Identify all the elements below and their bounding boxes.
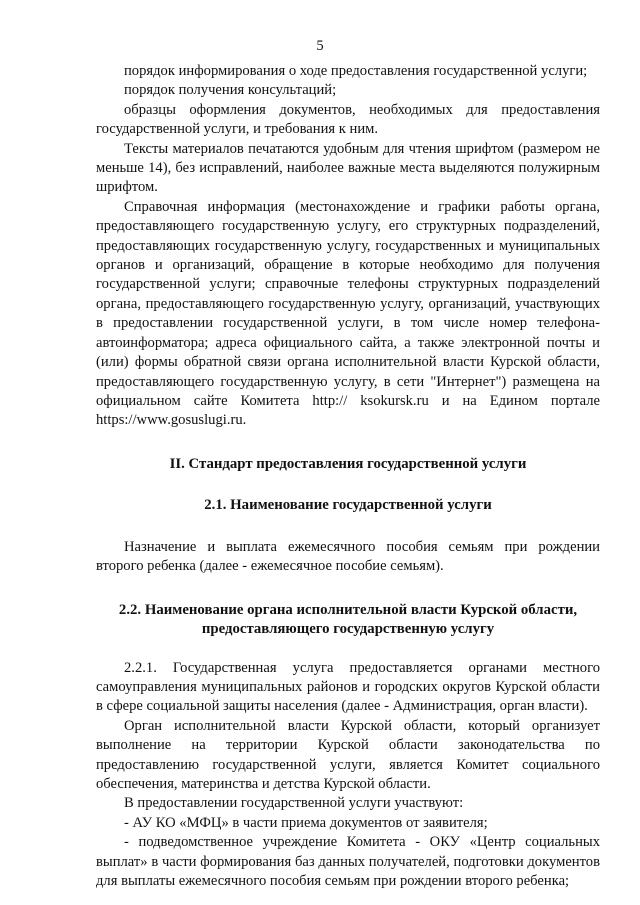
paragraph: порядок получения консультаций; <box>124 82 337 99</box>
paragraph: образцы оформления документов, необходимых для предоставления государственной услуги, и требования к ним. <box>96 101 600 138</box>
paragraph: Орган исполнительной власти Курской области, который организует выполнение на территории Курской области законодательства по предоставлению государственной услуги, является Комитет социального обеспечения, материнства и детства Курской области. <box>96 717 600 792</box>
list-item: - АУ КО «МФЦ» в части приема документов от заявителя; <box>124 814 488 831</box>
paragraph: Тексты материалов печатаются удобным для чтения шрифтом (размером не меньше 14), без исправлений, наиболее важные места выделяются полужирным шрифтом. <box>96 140 600 196</box>
subsection-heading <box>96 601 600 639</box>
page-number: 5 <box>316 38 324 54</box>
subsection-heading-line: 2.2. Наименование органа исполнительной власти Курской области, <box>118 601 578 618</box>
paragraph: Назначение и выплата ежемесячного пособия семьям при рождении второго ребенка (далее - ежемесячное пособие семьям). <box>96 538 600 575</box>
document-body <box>96 62 600 891</box>
paragraph: В предоставлении государственной услуги участвуют: <box>124 795 464 812</box>
paragraph: 2.2.1. Государственная услуга предоставляется органами местного самоуправления муниципальных районов и городских округов Курской области в сфере социальной защиты населения (далее - Администрация, орган власти). <box>96 659 600 715</box>
paragraph: Справочная информация (местонахождение и графики работы органа, предоставляющего государственную услугу, его структурных подразделений, предоставляющих государственную услугу, государственных и муниципальных органов и организаций, обращение в которые необходимо для получения государственной услуги; справочные телефоны структурных подразделений органа, предоставляющего государственную услугу, организаций, участвующих в предоставлении государственной услуги, в том числе номер телефона-автоинформатора; адреса официального сайта, а также электронной почты и (или) формы обратной связи органа исполнительной власти Курской области, предоставляющего государственную услугу, в сети "Интернет") размещена на официальном сайте Комитета http:// ksokursk.ru и на Едином портале https://www.gosuslugi.ru. <box>96 198 600 429</box>
list-item: - подведомственное учреждение Комитета - ОКУ «Центр социальных выплат» в части формирования баз данных получателей, подготовки документов для выплаты ежемесячного пособия семьям при рождении второго ребенка; <box>96 834 600 889</box>
paragraph: порядок информирования о ходе предоставления государственной услуги; <box>124 63 588 79</box>
subsection-heading-line: предоставляющего государственную услугу <box>201 620 495 637</box>
subsection-heading: 2.1. Наименование государственной услуги <box>204 496 492 513</box>
section-heading: II. Стандарт предоставления государственной услуги <box>169 455 527 472</box>
